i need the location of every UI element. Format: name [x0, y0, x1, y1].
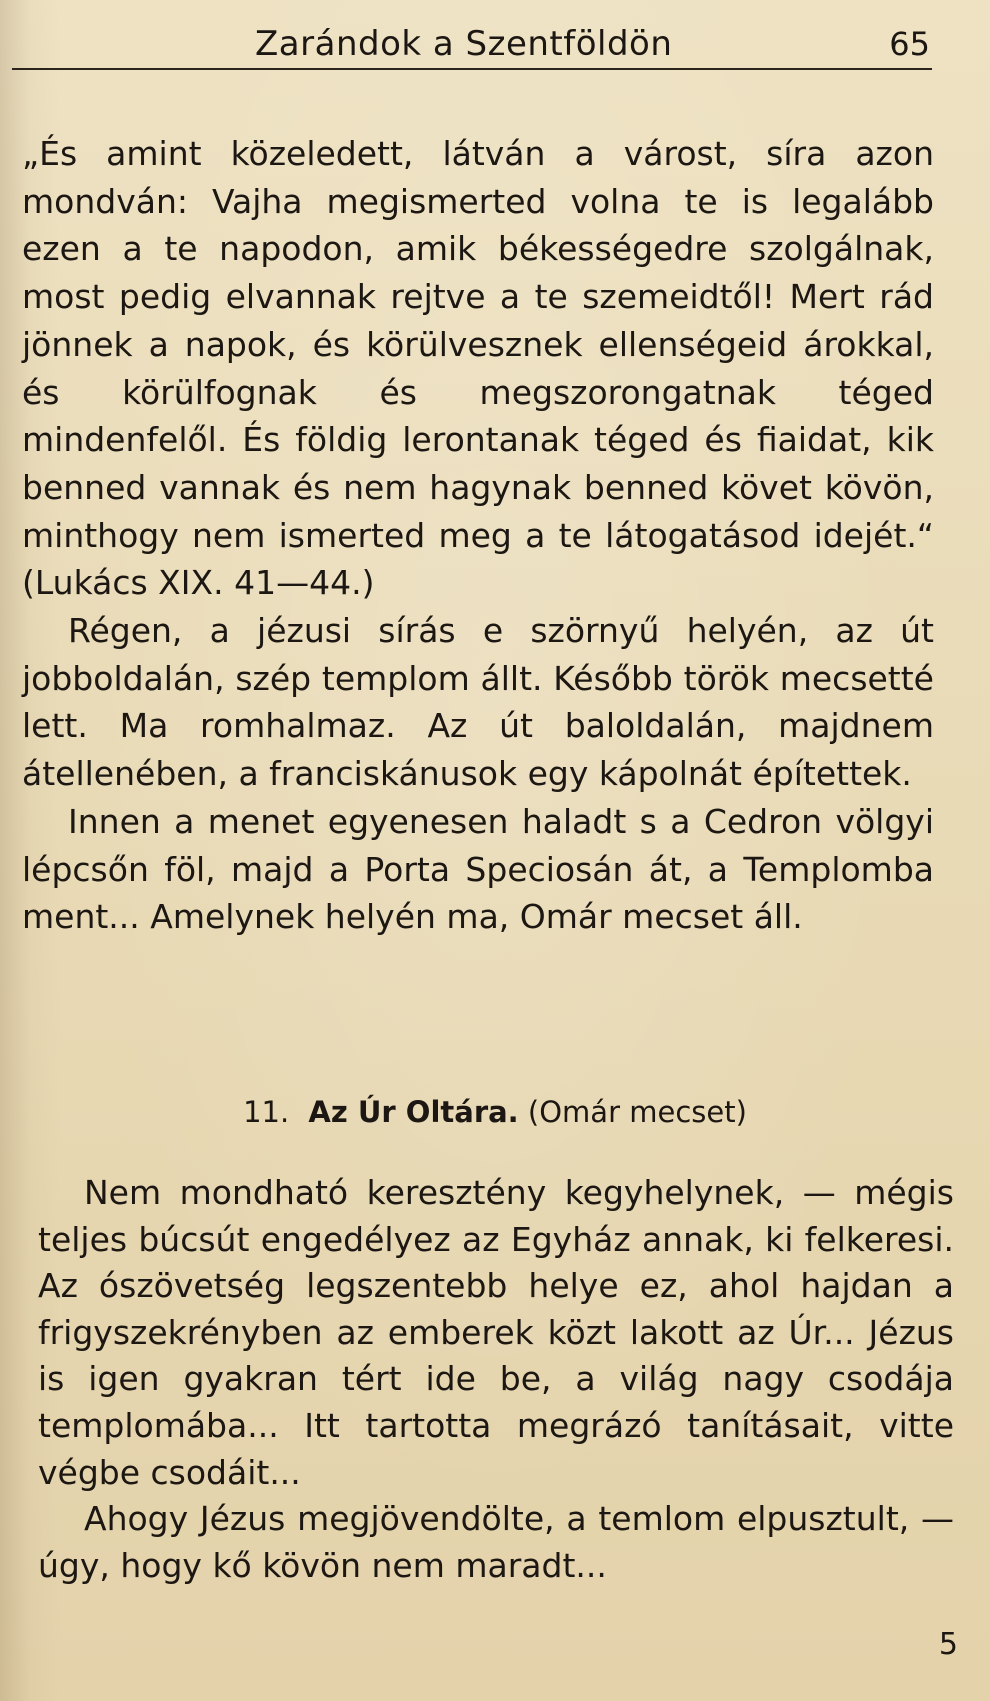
section-text [38, 1170, 954, 1589]
paragraph-gospel-quote: „És amint közeledett, látván a várost, síra azon mondván: Vajha megismerted volna te is legalább ezen a te napodon, amik békességedre szolgálnak, most pedig elvannak rejtve a te szemeidtől! Mert rád jönnek a napok, és körülvesznek ellenségeid árokkal, és körülfognak és megszorongatnak téged mindenfelől. És földig lerontanak téged és fiaidat, kik benned vannak és nem hagynak benned követ kövön, minthogy nem ismerted meg a te látogatásod idejét.“ (Lukács XIX. 41—44.) [22, 134, 934, 603]
paragraph-procession: Innen a menet egyenesen haladt s a Cedron völgyi lépcsőn föl, majd a Porta Speciosán át, a Templomba ment... Amelynek helyén ma, Omár mecset áll. [22, 801, 934, 937]
section-heading [0, 1092, 990, 1132]
section-title: Az Úr Oltára. [308, 1095, 519, 1129]
running-head [0, 22, 990, 72]
section-number: 11. [243, 1095, 290, 1129]
paragraph-church-history: Régen, a jézusi sírás e szörnyű helyén, az út jobboldalán, szép templom állt. Később török mecsetté lett. Ma romhalmaz. Az út baloldalán, majdnem átellenében, a franciskánusok egy kápolnát építettek. [22, 611, 934, 794]
paragraph-altar: Nem mondható keresztény kegyhelynek, — mégis teljes búcsút engedélyez az Egyház annak, ki felkeresi. Az ószövetség legszentebb helye ez, ahol hajdan a frigyszekrényben az emberek közt lakott az Úr... Jézus is igen gyakran tért ide be, a világ nagy csodája templomába... Itt tartotta megrázó tanításait, vitte végbe csodáit... [38, 1173, 954, 1492]
main-text [22, 130, 934, 941]
signature-mark: 5 [938, 1627, 958, 1662]
paragraph-destruction: Ahogy Jézus megjövendölte, a temlom elpusztult, — úgy, hogy kő kövön nem maradt... [38, 1499, 954, 1585]
header-rule [12, 68, 932, 70]
section-subtitle: (Omár mecset) [527, 1095, 747, 1129]
running-title: Zarándok a Szentföldön [255, 24, 673, 64]
page-number: 65 [889, 25, 930, 63]
